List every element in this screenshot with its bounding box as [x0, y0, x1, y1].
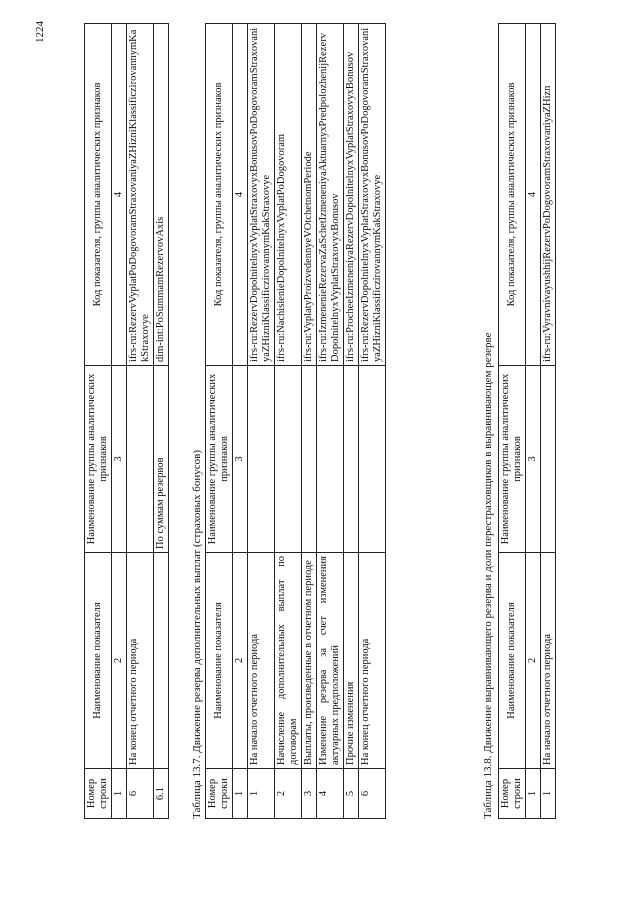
header-code: Код показателя, группы аналитических признаков — [206, 24, 233, 366]
header-group-name: Наименование группы аналитических признаков — [499, 366, 526, 553]
row-number: 1 — [541, 769, 556, 819]
row-number: 3 — [302, 769, 317, 819]
header-row-number: Номер строки — [85, 769, 112, 819]
header-indicator-name: Наименование показателя — [499, 553, 526, 769]
row-indicator-name: На начало отчетного периода — [541, 553, 556, 769]
row-group-name — [317, 366, 344, 553]
column-number: 2 — [233, 553, 248, 769]
table-header-row — [499, 24, 526, 819]
table-continuation — [84, 23, 169, 819]
row-group-name — [248, 366, 275, 553]
header-code: Код показателя, группы аналитических признаков — [85, 24, 112, 366]
row-group-name — [275, 366, 302, 553]
row-group-name: По суммам резервов — [154, 366, 169, 553]
row-group-name — [359, 366, 386, 553]
table-row — [359, 24, 386, 819]
table-row — [248, 24, 275, 819]
table-column-numbers — [233, 24, 248, 819]
row-number: 5 — [344, 769, 359, 819]
row-code: dim-int:PoSummamRezervovAxis — [154, 24, 169, 366]
row-group-name — [344, 366, 359, 553]
header-group-name: Наименование группы аналитических признаков — [206, 366, 233, 553]
row-indicator-name: На конец отчетного периода — [359, 553, 386, 769]
row-code: ifrs-ru:NachislenieDopolnitelnyxVyplatPoDogovoram — [275, 24, 302, 366]
header-indicator-name: Наименование показателя — [85, 553, 112, 769]
row-indicator-name: Выплаты, произведенные в отчетном периоде — [302, 553, 317, 769]
row-code: ifrs-ru:RezervDopolnitelnyxVyplatStraxovyxBonusovPoDogovoramStraxovaniyaZHizniKlassificzirovannymKakStraxovye — [359, 24, 386, 366]
column-number: 2 — [112, 553, 127, 769]
column-number: 3 — [233, 366, 248, 553]
row-number: 2 — [275, 769, 302, 819]
table-caption-13-8: Таблица 13.8. Движение выравнивающего резерва и доли перестраховщиков в выравнивающем резерве — [482, 332, 494, 819]
table-column-numbers — [112, 24, 127, 819]
row-number: 6 — [359, 769, 386, 819]
column-number: 4 — [526, 24, 541, 366]
row-indicator-name: Начисление дополнительных выплат по договорам — [275, 553, 302, 769]
column-number: 4 — [233, 24, 248, 366]
table-header-row — [85, 24, 112, 819]
row-number: 6.1 — [154, 769, 169, 819]
header-indicator-name: Наименование показателя — [206, 553, 233, 769]
row-code: ifrs-ru:ProcheeIzmeneniyaRezervDopolnitelnyxVyplatStraxovyxBonusov — [344, 24, 359, 366]
row-indicator-name — [154, 553, 169, 769]
column-number: 1 — [112, 769, 127, 819]
row-code: ifrs-ru:IzmenenieRezervaZaSchetIzmeneniyaAktuarnyxPredpolozhenijRezervDopolnitelnyxVyplatStraxovyxBonusov — [317, 24, 344, 366]
table-row — [302, 24, 317, 819]
column-number: 3 — [112, 366, 127, 553]
table-header-row — [206, 24, 233, 819]
column-number: 4 — [112, 24, 127, 366]
header-group-name: Наименование группы аналитических признаков — [85, 366, 112, 553]
row-number: 6 — [127, 769, 154, 819]
row-code: ifrs-ru:RezervVyplatPoDogovoramStraxovaniyaZHizniKlassificzirovannymKakStraxovye — [127, 24, 154, 366]
column-number: 2 — [526, 553, 541, 769]
row-code: ifrs-ru:RezervDopolnitelnyxVyplatStraxovyxBonusovPoDogovoramStraxovaniyaZHizniKlassificzirovannymKakStraxovye — [248, 24, 275, 366]
row-indicator-name: На начало отчетного периода — [248, 553, 275, 769]
row-indicator-name: Изменение резерва за счет изменения актуарных предположений — [317, 553, 344, 769]
row-number: 1 — [248, 769, 275, 819]
table-row — [154, 24, 169, 819]
table-row — [344, 24, 359, 819]
row-number: 4 — [317, 769, 344, 819]
header-row-number: Номер строки — [206, 769, 233, 819]
table-column-numbers — [526, 24, 541, 819]
row-indicator-name: На конец отчетного периода — [127, 553, 154, 769]
column-number: 1 — [526, 769, 541, 819]
table-row — [317, 24, 344, 819]
table-row — [127, 24, 154, 819]
table-row — [541, 24, 556, 819]
header-code: Код показателя, группы аналитических признаков — [499, 24, 526, 366]
column-number: 3 — [526, 366, 541, 553]
table-13-7 — [205, 23, 386, 819]
row-group-name — [127, 366, 154, 553]
table-row — [275, 24, 302, 819]
table-caption-13-7: Таблица 13.7. Движение резерва дополнительных выплат (страховых бонусов) — [191, 450, 203, 819]
row-group-name — [302, 366, 317, 553]
row-group-name — [541, 366, 556, 553]
row-code: ifrs-ru:VyravnivayushhijRezervPoDogovoramStraxovaniyaZHizn — [541, 24, 556, 366]
header-row-number: Номер строки — [499, 769, 526, 819]
row-indicator-name: Прочие изменения — [344, 553, 359, 769]
table-13-8 — [498, 23, 556, 819]
column-number: 1 — [233, 769, 248, 819]
row-code: ifrs-ru:VyplatyProizvedennyeVOtchetnomPeriode — [302, 24, 317, 366]
page-number: 1224 — [34, 21, 46, 43]
